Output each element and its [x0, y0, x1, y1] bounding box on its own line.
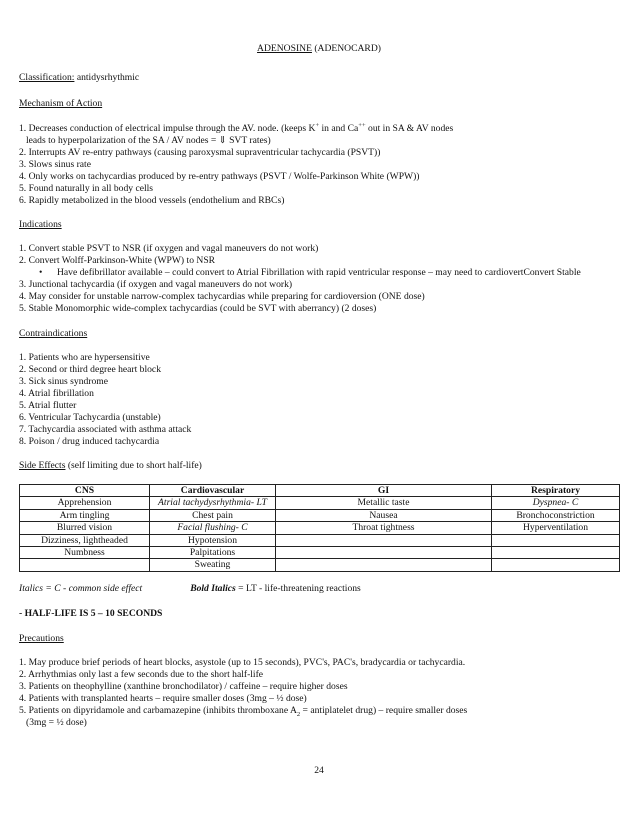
- side-effects-heading: [19, 460, 202, 472]
- bullet-text: Have defibrillator available – could convert to Atrial Fibrillation with rapid ventricular response – may need to cardiovertConvert Stable: [57, 267, 581, 278]
- table-cell: Numbness: [20, 547, 150, 559]
- classification-value: antidysrhythmic: [74, 72, 140, 83]
- table-cell: Facial flushing- C: [150, 522, 276, 534]
- table-cell: [276, 534, 492, 546]
- contraindications-heading: Contraindications: [19, 328, 88, 339]
- side-effects-note: (self limiting due to short half-life): [65, 460, 202, 471]
- side-effects-table: [19, 484, 620, 572]
- drug-name: ADENOSINE: [257, 43, 312, 54]
- table-cell: [20, 559, 150, 571]
- indications-heading: Indications: [19, 219, 62, 230]
- legend-bold-text: = LT - life-threatening reactions: [235, 583, 361, 594]
- precaution-item-5-cont: (3mg = ½ dose): [26, 717, 87, 728]
- column-header: CNS: [20, 485, 150, 497]
- table-cell: Chest pain: [150, 509, 276, 521]
- table-cell: Dizziness, lightheaded: [20, 534, 150, 546]
- legend-italic-text: = C - common side effect: [42, 583, 143, 594]
- indication-item-1: 1. Convert stable PSVT to NSR (if oxygen and vagal maneuvers do not work): [19, 243, 319, 254]
- contraindication-item: 6. Ventricular Tachycardia (unstable): [19, 412, 161, 423]
- bullet-icon: •: [39, 267, 43, 278]
- mechanism-item-4: 4. Only works on tachycardias produced by re-entry pathways (PSVT / Wolfe-Parkinson White (WPW)): [19, 171, 420, 182]
- table-header-row: [20, 485, 620, 497]
- column-header: Respiratory: [492, 485, 620, 497]
- table-cell: Hyperventilation: [492, 522, 620, 534]
- table-cell: Apprehension: [20, 497, 150, 509]
- legend-bold-key: Bold Italics: [190, 583, 236, 594]
- classification-line: [19, 72, 139, 84]
- precaution-item-2: 2. Arrhythmias only last a few seconds due to the short half-life: [19, 669, 264, 680]
- precaution-item-4: 4. Patients with transplanted hearts – require smaller doses (3mg – ½ dose): [19, 693, 307, 704]
- brand-name: (ADENOCARD): [311, 43, 381, 54]
- indication-item-4: 4. May consider for unstable narrow-complex tachycardias while preparing for cardioversion (ONE dose): [19, 291, 425, 302]
- table-cell: Metallic taste: [276, 497, 492, 509]
- mechanism-item-1-cont: leads to hyperpolarization of the SA / AV nodes = ⇓ SVT rates): [26, 135, 271, 146]
- table-cell: Blurred vision: [20, 522, 150, 534]
- table-cell: Hypotension: [150, 534, 276, 546]
- mechanism-heading: Mechanism of Action: [19, 98, 103, 109]
- side-effects-label: Side Effects: [19, 460, 66, 471]
- subscript: 2: [296, 710, 301, 718]
- mechanism-item-6: 6. Rapidly metabolized in the blood vessels (endothelium and RBCs): [19, 195, 285, 206]
- column-header: GI: [276, 485, 492, 497]
- column-header: Cardiovascular: [150, 485, 276, 497]
- table-row: [20, 534, 620, 546]
- table-cell: Arm tingling: [20, 509, 150, 521]
- table-cell: [276, 547, 492, 559]
- precautions-heading: Precautions: [19, 633, 64, 644]
- table-row: [20, 497, 620, 509]
- contraindication-item: 7. Tachycardia associated with asthma attack: [19, 424, 192, 435]
- table-legend: [19, 583, 361, 595]
- text: 1. Decreases conduction of electrical impulse through the AV. node. (keeps K: [19, 123, 316, 134]
- indication-item-5: 5. Stable Monomorphic wide-complex tachycardias (could be SVT with aberrancy) (2 doses): [19, 303, 377, 314]
- legend-italic-key: Italics: [19, 583, 43, 594]
- contraindication-item: 4. Atrial fibrillation: [19, 388, 94, 399]
- table-cell: [492, 559, 620, 571]
- contraindication-item: 5. Atrial flutter: [19, 400, 77, 411]
- text: in and Ca: [319, 123, 359, 134]
- table-cell: Palpitations: [150, 547, 276, 559]
- indication-bullet: [19, 267, 581, 279]
- precaution-item-3: 3. Patients on theophylline (xanthine bronchodilator) / caffeine – require higher doses: [19, 681, 348, 692]
- table-row: [20, 509, 620, 521]
- table-cell: [276, 559, 492, 571]
- text: 5. Patients on dipyridamole and carbamazepine (inhibits thromboxane A: [19, 705, 297, 716]
- mechanism-item-5: 5. Found naturally in all body cells: [19, 183, 154, 194]
- contraindication-item: 8. Poison / drug induced tachycardia: [19, 436, 160, 447]
- contraindication-item: 2. Second or third degree heart block: [19, 364, 161, 375]
- table-cell: Atrial tachydysrhythmia- LT: [150, 497, 276, 509]
- page-number: 24: [314, 765, 324, 776]
- text: out in SA & AV nodes: [365, 123, 454, 134]
- table-cell: [492, 547, 620, 559]
- superscript: ++: [358, 121, 366, 129]
- table-cell: Throat tightness: [276, 522, 492, 534]
- table-cell: Bronchoconstriction: [492, 509, 620, 521]
- mechanism-item-1: [19, 123, 453, 135]
- contraindication-item: 3. Sick sinus syndrome: [19, 376, 109, 387]
- table-cell: [492, 534, 620, 546]
- classification-label: Classification:: [19, 72, 75, 83]
- precaution-item-1: 1. May produce brief periods of heart blocks, asystole (up to 15 seconds), PVC's, PAC's, bradycardia or tachycardia.: [19, 657, 466, 668]
- indication-item-3: 3. Junctional tachycardia (if oxygen and vagal maneuvers do not work): [19, 279, 293, 290]
- table-cell: Dyspnea- C: [492, 497, 620, 509]
- indication-item-2: 2. Convert Wolff-Parkinson-White (WPW) to NSR: [19, 255, 216, 266]
- superscript: +: [315, 121, 320, 129]
- text: = antiplatelet drug) – require smaller doses: [300, 705, 468, 716]
- table-row: [20, 559, 620, 571]
- table-cell: Nausea: [276, 509, 492, 521]
- precaution-item-5: [19, 705, 467, 717]
- mechanism-item-3: 3. Slows sinus rate: [19, 159, 91, 170]
- half-life-line: - HALF-LIFE IS 5 – 10 SECONDS: [19, 608, 163, 619]
- table-cell: Sweating: [150, 559, 276, 571]
- page-title: [19, 43, 619, 55]
- table-row: [20, 522, 620, 534]
- table-row: [20, 547, 620, 559]
- mechanism-item-2: 2. Interrupts AV re-entry pathways (causing paroxysmal supraventricular tachycardia (PSVT)): [19, 147, 381, 158]
- contraindication-item: 1. Patients who are hypersensitive: [19, 352, 150, 363]
